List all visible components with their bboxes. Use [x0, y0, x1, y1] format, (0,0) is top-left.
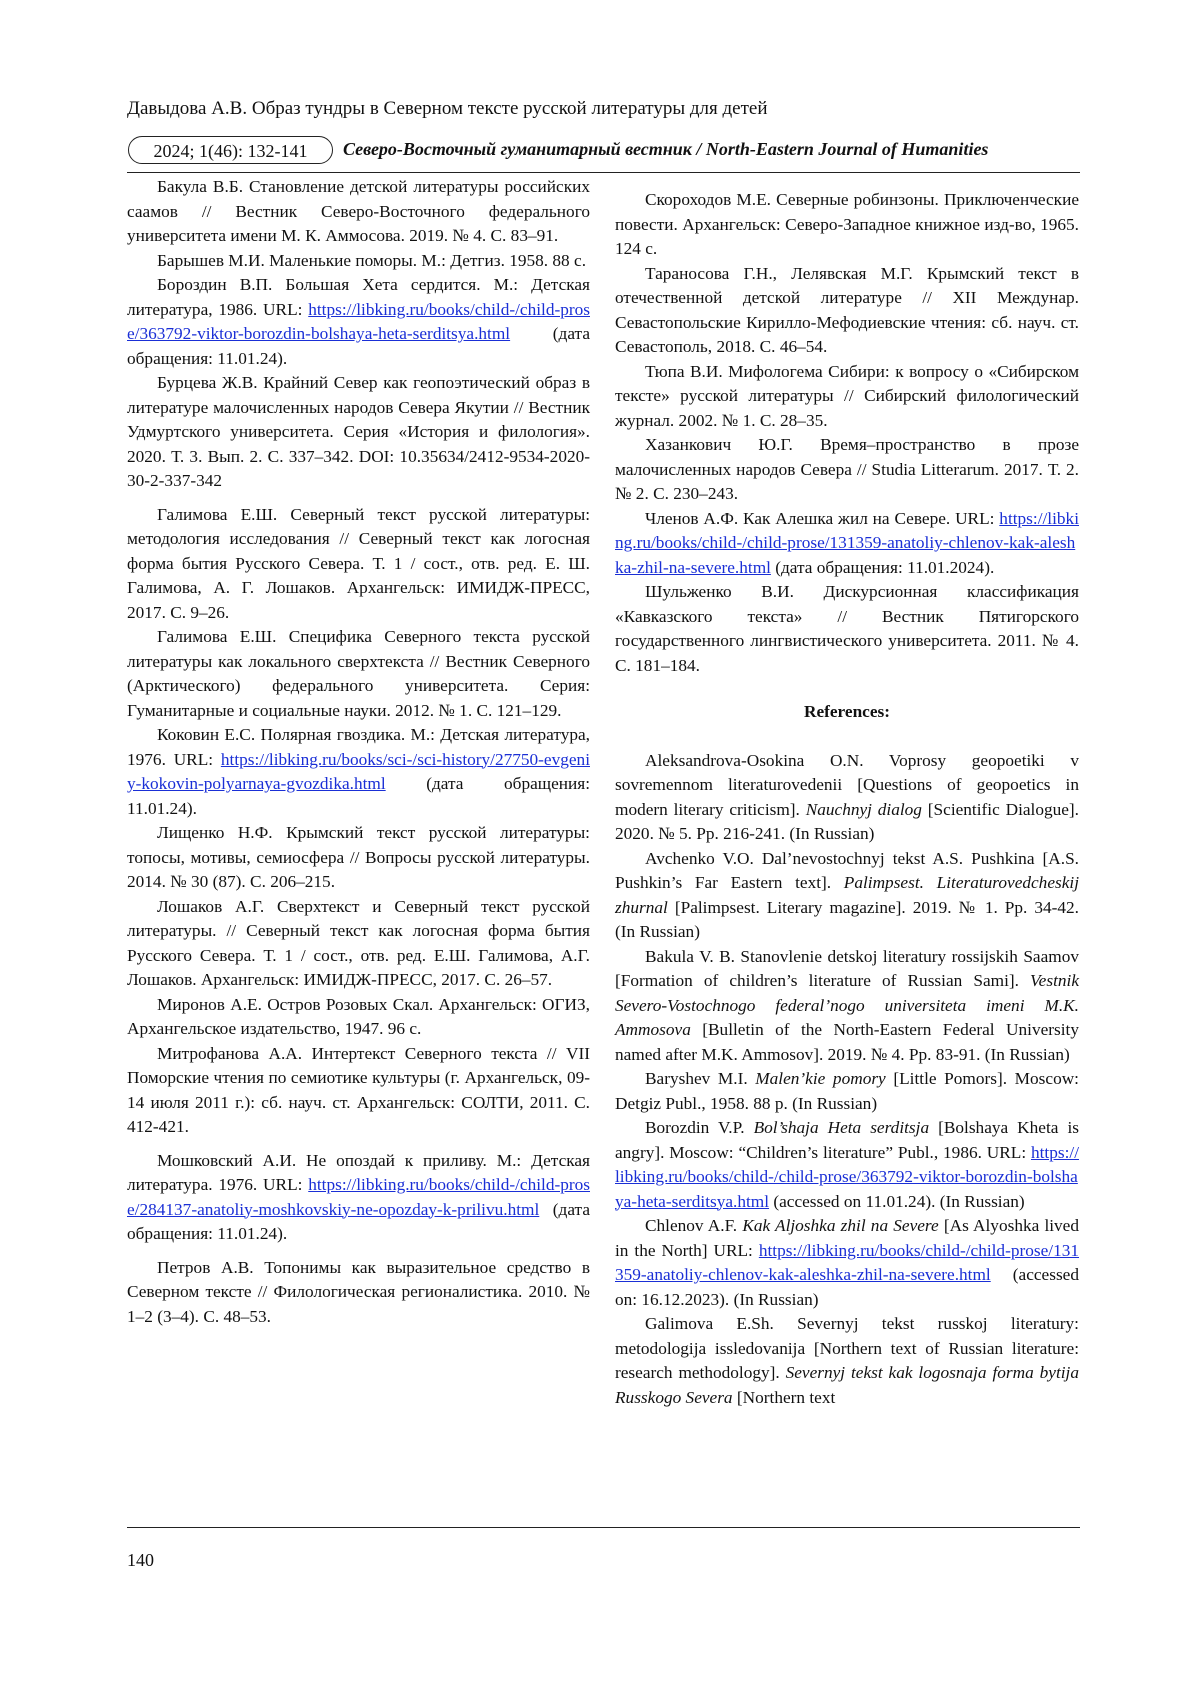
- reference-item: Тюпа В.И. Мифологема Сибири: к вопросу о «Сибирском тексте» русской литературы // Сибирский филологический журнал. 2002. № 1. С. 28–35.: [615, 361, 1079, 430]
- reference-item: Мошковский А.И. Не опоздай к приливу. М.: Детская литература. 1976. URL: https://libking.ru/books/child-/child-prose/284137-anatoliy-moshkovskiy-ne-opozday-k-prilivu.html (дата обращения: 11.01.24).: [127, 1150, 590, 1243]
- reference-item: Бакула В.Б. Становление детской литературы российских саамов // Вестник Северо-Восточного федерального университета имени М. К. Аммосова. 2019. № 4. С. 83–91.: [127, 177, 590, 245]
- page-number: 140: [127, 1550, 154, 1570]
- left-column: [127, 175, 590, 1329]
- reference-item: Бурцева Ж.В. Крайний Север как геопоэтический образ в литературе малочисленных народов Севера Якутии // Вестник Удмуртского университета. Серия «История и филология». 2020. Т. 3. Вып. 2. С. 337–342. DOI: 10.35634/2412-9534-2020-30-2-337-342: [127, 373, 590, 490]
- reference-item: Galimova E.Sh. Severnyj tekst russkoj literatury: metodologija issledovanija [Northern text of Russian literature: research methodology]. Severnyj tekst kak logosnaja forma bytija Russkogo Severa [Northern text: [615, 1314, 1079, 1407]
- reference-item: Bakula V. B. Stanovlenie detskoj literatury rossijskih Saamov [Formation of children’s literature of Russian Sami]. Vestnik Severo-Vostochnogo federal’nogo universiteta imeni M.K. Ammosova [Bulletin of the North-Eastern Federal University named after M.K. Ammosov]. 2019. № 4. Pp. 83-91. (In Russian): [615, 946, 1079, 1064]
- reference-item: Барышев М.И. Маленькие поморы. М.: Детгиз. 1958. 88 с.: [157, 250, 587, 270]
- reference-item: Borozdin V.P. Bol’shaja Heta serditsja [Bolshaya Kheta is angry]. Moscow: “Children’s literature” Publ., 1986. URL: https://libking.ru/books/child-/child-prose/363792-viktor-borozdin-bolshaya-heta-serditsya.html (accessed on 11.01.24). (In Russian): [615, 1118, 1079, 1211]
- reference-item: Лищенко Н.Ф. Крымский текст русской литературы: топосы, мотивы, семиосфера // Вопросы русской литературы. 2014. № 30 (87). С. 206–215.: [127, 823, 590, 891]
- issue-badge: 2024; 1(46): 132-141: [128, 136, 333, 164]
- reference-item: Лошаков А.Г. Сверхтекст и Северный текст русской литературы. // Северный текст как логосная форма бытия Русского Севера. Т. 1 / сост., отв. ред. Е.Ш. Галимова, А.Г. Лошаков. Архангельск: ИМИДЖ-ПРЕСС, 2017. С. 26–57.: [127, 896, 590, 989]
- reference-link[interactable]: https://libking.ru/books/sci-/sci-history/27750-evgeniy-kokovin-polyarnaya-gvozdika.html: [127, 749, 590, 793]
- reference-item: Шульженко В.И. Дискурсионная классификация «Кавказского текста» // Вестник Пятигорского государственного лингвистического университета. 2011. № 4. С. 181–184.: [615, 582, 1079, 675]
- right-column: [615, 188, 1079, 1410]
- reference-item: Галимова Е.Ш. Специфика Северного текста русской литературы как локального сверхтекста // Вестник Северного (Арктического) федерального университета. Серия: Гуманитарные и социальные науки. 2012. № 1. С. 121–129.: [127, 627, 590, 720]
- reference-item: Петров А.В. Топонимы как выразительное средство в Северном тексте // Филологическая регионалистика. 2010. № 1–2 (3–4). С. 48–53.: [127, 1257, 590, 1326]
- reference-item: Бороздин В.П. Большая Хета сердится. М.: Детская литература, 1986. URL: https://libking.ru/books/child-/child-prose/363792-viktor-borozdin-bolshaya-heta-serditsya.html (дата обращения: 11.01.24).: [127, 275, 590, 368]
- reference-item: Тараносова Г.Н., Лелявская М.Г. Крымский текст в отечественной детской литературе // XII Междунар. Севастопольские Кирилло-Мефодиевские чтения: сб. науч. ст. Севастополь, 2018. С. 46–54.: [615, 263, 1079, 356]
- reference-item: Скороходов М.Е. Северные робинзоны. Приключенческие повести. Архангельск: Северо-Западное книжное изд-во, 1965. 124 с.: [615, 190, 1079, 258]
- reference-item: Avchenko V.O. Dal’nevostochnyj tekst A.S. Pushkina [A.S. Pushkin’s Far Eastern text]. Palimpsest. Literaturovedcheskij zhurnal [Palimpsest. Literary magazine]. 2019. № 1. Pp. 34-42. (In Russian): [615, 848, 1079, 941]
- journal-title: Северо-Восточный гуманитарный вестник / North-Eastern Journal of Humanities: [343, 139, 989, 159]
- references-heading: References:: [803, 702, 891, 721]
- reference-link[interactable]: https://libking.ru/books/child-/child-prose/363792-viktor-borozdin-bolshaya-heta-serditsya.html: [127, 299, 590, 343]
- reference-item: Митрофанова А.А. Интертекст Северного текста // VII Поморские чтения по семиотике культуры (г. Архангельск, 09-14 июля 2011 г.): сб. науч. ст. Архангельск: СОЛТИ, 2011. С. 412-421.: [127, 1043, 590, 1136]
- header-divider: [127, 172, 1080, 173]
- reference-link[interactable]: https://libking.ru/books/child-/child-prose/131359-anatoliy-chlenov-kak-aleshka-zhil-na-severe.html: [615, 508, 1079, 577]
- reference-link[interactable]: https://libking.ru/books/child-/child-prose/363792-viktor-borozdin-bolshaya-heta-serditsya.html: [615, 1142, 1079, 1211]
- footer-divider: [127, 1527, 1080, 1528]
- reference-item: Chlenov A.F. Kak Aljoshka zhil na Severe [As Alyoshka lived in the North] URL: https://libking.ru/books/child-/child-prose/131359-anatoliy-chlenov-kak-aleshka-zhil-na-severe.html (accessed on: 16.12.2023). (In Russian): [615, 1216, 1079, 1309]
- article-header-title: Давыдова А.В. Образ тундры в Северном тексте русской литературы для детей: [127, 98, 768, 119]
- reference-link[interactable]: https://libking.ru/books/child-/child-prose/131359-anatoliy-chlenov-kak-aleshka-zhil-na-severe.html: [615, 1240, 1079, 1284]
- reference-item: Хазанкович Ю.Г. Время–пространство в прозе малочисленных народов Севера // Studia Litterarum. 2017. Т. 2. № 2. С. 230–243.: [615, 435, 1079, 503]
- reference-item: Baryshev M.I. Malen’kie pomory [Little Pomors]. Moscow: Detgiz Publ., 1958. 88 p. (In Russian): [615, 1069, 1079, 1113]
- reference-item: Галимова Е.Ш. Северный текст русской литературы: методология исследования // Северный текст как логосная форма бытия Русского Севера. Т. 1 / сост., отв. ред. Е. Ш. Галимова, А. Г. Лошаков. Архангельск: ИМИДЖ-ПРЕСС, 2017. С. 9–26.: [127, 504, 590, 622]
- reference-link[interactable]: https://libking.ru/books/child-/child-prose/284137-anatoliy-moshkovskiy-ne-opozday-k-prilivu.html: [127, 1175, 590, 1219]
- reference-item: Коковин Е.С. Полярная гвоздика. М.: Детская литература, 1976. URL: https://libking.ru/books/sci-/sci-history/27750-evgeniy-kokovin-polyarnaya-gvozdika.html (дата обращения: 11.01.24).: [127, 725, 590, 818]
- reference-item: Членов А.Ф. Как Алешка жил на Севере. URL: https://libking.ru/books/child-/child-prose/131359-anatoliy-chlenov-kak-aleshka-zhil-na-severe.html (дата обращения: 11.01.2024).: [615, 508, 1079, 577]
- reference-item: Aleksandrova-Osokina O.N. Voprosy geopoetiki v sovremennom literaturovedenii [Questions of geopoetics in modern literary criticism]. Nauchnyj dialog [Scientific Dialogue]. 2020. № 5. Pp. 216-241. (In Russian): [615, 750, 1080, 843]
- reference-item: Миронов А.Е. Остров Розовых Скал. Архангельск: ОГИЗ, Архангельское издательство, 1947. 96 с.: [127, 994, 590, 1038]
